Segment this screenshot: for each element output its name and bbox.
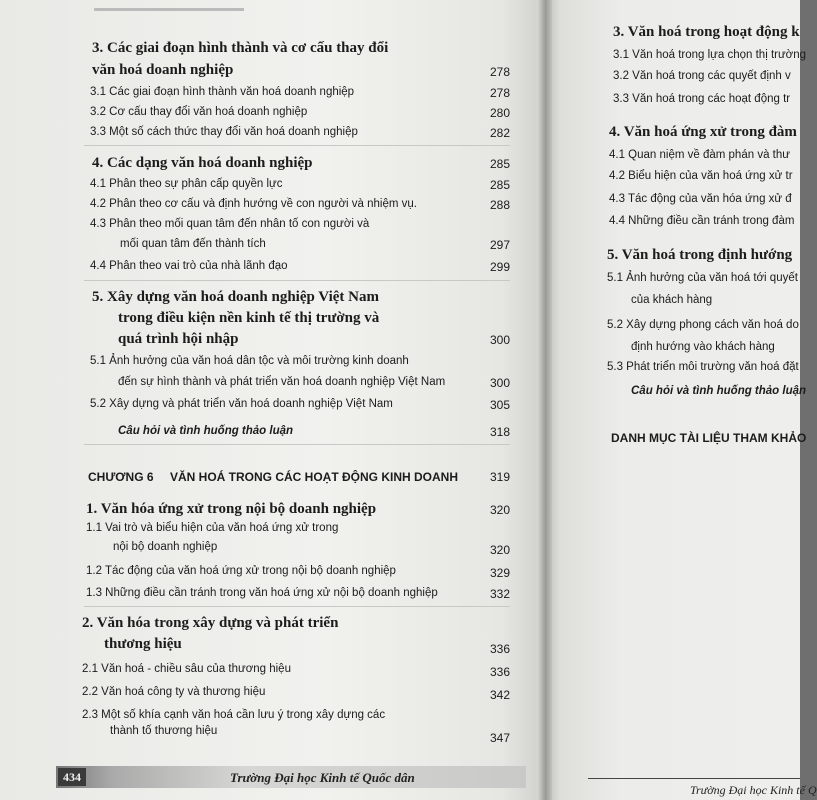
- divider: [84, 145, 510, 146]
- toc-item-page: 305: [489, 398, 510, 412]
- questions-page: 318: [489, 425, 510, 439]
- sec3-page: 278: [489, 65, 510, 79]
- toc-item: 3.2 Cơ cấu thay đổi văn hoá doanh nghiệp: [90, 106, 308, 118]
- sec5-title-line3: quá trình hội nhập: [118, 331, 239, 347]
- r-toc-item: 4.2 Biểu hiện của văn hoá ứng xử tr: [609, 170, 793, 182]
- toc-item: 4.3 Phân theo mối quan tâm đến nhân tố con người và: [90, 218, 370, 230]
- toc-item-cont: thành tố thương hiệu: [110, 725, 218, 737]
- r-toc-item: 5.3 Phát triển môi trường văn hoá đặt: [607, 361, 799, 373]
- chapter6-label: CHƯƠNG 6: [88, 470, 154, 484]
- divider: [84, 444, 510, 445]
- toc-item-page: 278: [489, 86, 510, 100]
- divider: [84, 606, 510, 607]
- toc-item-page: 280: [489, 106, 510, 120]
- c6sec2-title-line1: 2. Văn hóa trong xây dựng và phát triển: [82, 615, 339, 631]
- r-toc-item: 3.2 Văn hoá trong các quyết định v: [613, 70, 791, 82]
- r-sec4-title: 4. Văn hoá ứng xử trong đàm: [609, 124, 797, 140]
- c6sec1-title: 1. Văn hóa ứng xử trong nội bộ doanh nghiệp: [86, 501, 377, 517]
- toc-item-cont: mối quan tâm đến thành tích: [120, 238, 266, 250]
- footer-text: Trường Đại học Kinh tế Quốc dân: [230, 770, 415, 785]
- r-sec5-title: 5. Văn hoá trong định hướng: [607, 247, 793, 263]
- questions-label: Câu hỏi và tình huống thảo luận: [118, 425, 294, 437]
- toc-item-page: 288: [489, 198, 510, 212]
- toc-item-page: 285: [489, 178, 510, 192]
- toc-item: 4.4 Phân theo vai trò của nhà lãnh đạo: [90, 260, 288, 272]
- r-toc-item: 5.1 Ảnh hưởng của văn hoá tới quyết: [607, 272, 798, 284]
- toc-item: 2.3 Một số khía cạnh văn hoá cần lưu ý trong xây dựng các: [82, 709, 386, 721]
- chapter6-page: 319: [489, 470, 510, 484]
- c6sec2-title-line2: thương hiệu: [104, 636, 182, 652]
- toc-item-page: 300: [489, 376, 510, 390]
- toc-item: 5.2 Xây dựng và phát triển văn hoá doanh nghiệp Việt Nam: [90, 398, 393, 410]
- chapter6-title: VĂN HOÁ TRONG CÁC HOẠT ĐỘNG KINH DOANH: [170, 470, 458, 484]
- toc-item-page: 342: [489, 688, 510, 702]
- right-page: [545, 0, 817, 800]
- sec3-title-line1: 3. Các giai đoạn hình thành và cơ cấu thay đổi: [92, 40, 389, 56]
- toc-item-cont: đến sự hình thành và phát triển văn hoá doanh nghiệp Việt Nam: [118, 376, 446, 388]
- toc-item: 3.3 Một số cách thức thay đổi văn hoá doanh nghiệp: [90, 126, 358, 138]
- r-toc-item: 5.2 Xây dựng phong cách văn hoá do: [607, 319, 799, 331]
- c6sec2-page: 336: [489, 642, 510, 656]
- sec4-title: 4. Các dạng văn hoá doanh nghiệp: [92, 155, 313, 171]
- toc-item: 1.3 Những điều cần tránh trong văn hoá ứng xử nội bộ doanh nghiệp: [86, 587, 438, 599]
- divider: [84, 280, 510, 281]
- toc-item: 4.2 Phân theo cơ cấu và định hướng về con người và nhiệm vụ.: [90, 198, 417, 210]
- r-toc-item: 4.3 Tác động của văn hóa ứng xử đ: [609, 193, 792, 205]
- toc-item: 1.2 Tác động của văn hoá ứng xử trong nội bộ doanh nghiệp: [86, 565, 396, 577]
- top-edge-mark: [94, 8, 244, 11]
- toc-item-page: 282: [489, 126, 510, 140]
- toc-item-page: 347: [489, 731, 510, 745]
- r-toc-item: 3.3 Văn hoá trong các hoạt động tr: [613, 93, 791, 105]
- r-toc-item-cont: của khách hàng: [631, 294, 713, 306]
- c6sec1-page: 320: [489, 503, 510, 517]
- sec5-page: 300: [489, 333, 510, 347]
- r-references: DANH MỤC TÀI LIỆU THAM KHẢO: [611, 431, 807, 445]
- r-toc-item-cont: định hướng vào khách hàng: [631, 341, 775, 353]
- book-gutter: [538, 0, 552, 800]
- toc-item: 3.1 Các giai đoạn hình thành văn hoá doanh nghiệp: [90, 86, 355, 98]
- toc-item-page: 332: [489, 587, 510, 601]
- toc-item-page: 299: [489, 260, 510, 274]
- r-toc-item: 4.1 Quan niệm về đàm phán và thư: [609, 149, 790, 161]
- toc-item-page: 320: [489, 543, 510, 557]
- r-toc-item: 3.1 Văn hoá trong lựa chọn thị trường: [613, 49, 807, 61]
- toc-item-page: 297: [489, 238, 510, 252]
- r-footer-line: [588, 778, 800, 779]
- r-toc-item: 4.4 Những điều cần tránh trong đàm: [609, 215, 795, 227]
- toc-item: 5.1 Ảnh hưởng của văn hoá dân tộc và môi trường kinh doanh: [90, 355, 409, 367]
- sec3-title-line2: văn hoá doanh nghiệp: [92, 62, 234, 78]
- toc-item: 4.1 Phân theo sự phân cấp quyền lực: [90, 178, 283, 190]
- toc-item: 2.2 Văn hoá công ty và thương hiệu: [82, 686, 266, 698]
- r-sec3-title: 3. Văn hoá trong hoạt động k: [613, 24, 800, 40]
- toc-item-cont: nội bộ doanh nghiệp: [113, 541, 218, 553]
- r-questions-label: Câu hỏi và tình huống thảo luận: [631, 385, 807, 397]
- sec5-title-line2: trong điều kiện nền kinh tế thị trường và: [118, 310, 380, 326]
- sec5-title-line1: 5. Xây dựng văn hoá doanh nghiệp Việt Nam: [92, 289, 379, 305]
- toc-item: 1.1 Vai trò và biểu hiện của văn hoá ứng xử trong: [86, 522, 339, 534]
- footer-page-number: 434: [58, 768, 86, 786]
- toc-item-page: 329: [489, 566, 510, 580]
- toc-item: 2.1 Văn hoá - chiều sâu của thương hiệu: [82, 663, 291, 675]
- r-footer-text: Trường Đại học Kinh tế Q: [690, 783, 817, 797]
- sec4-page: 285: [489, 157, 510, 171]
- toc-item-page: 336: [489, 665, 510, 679]
